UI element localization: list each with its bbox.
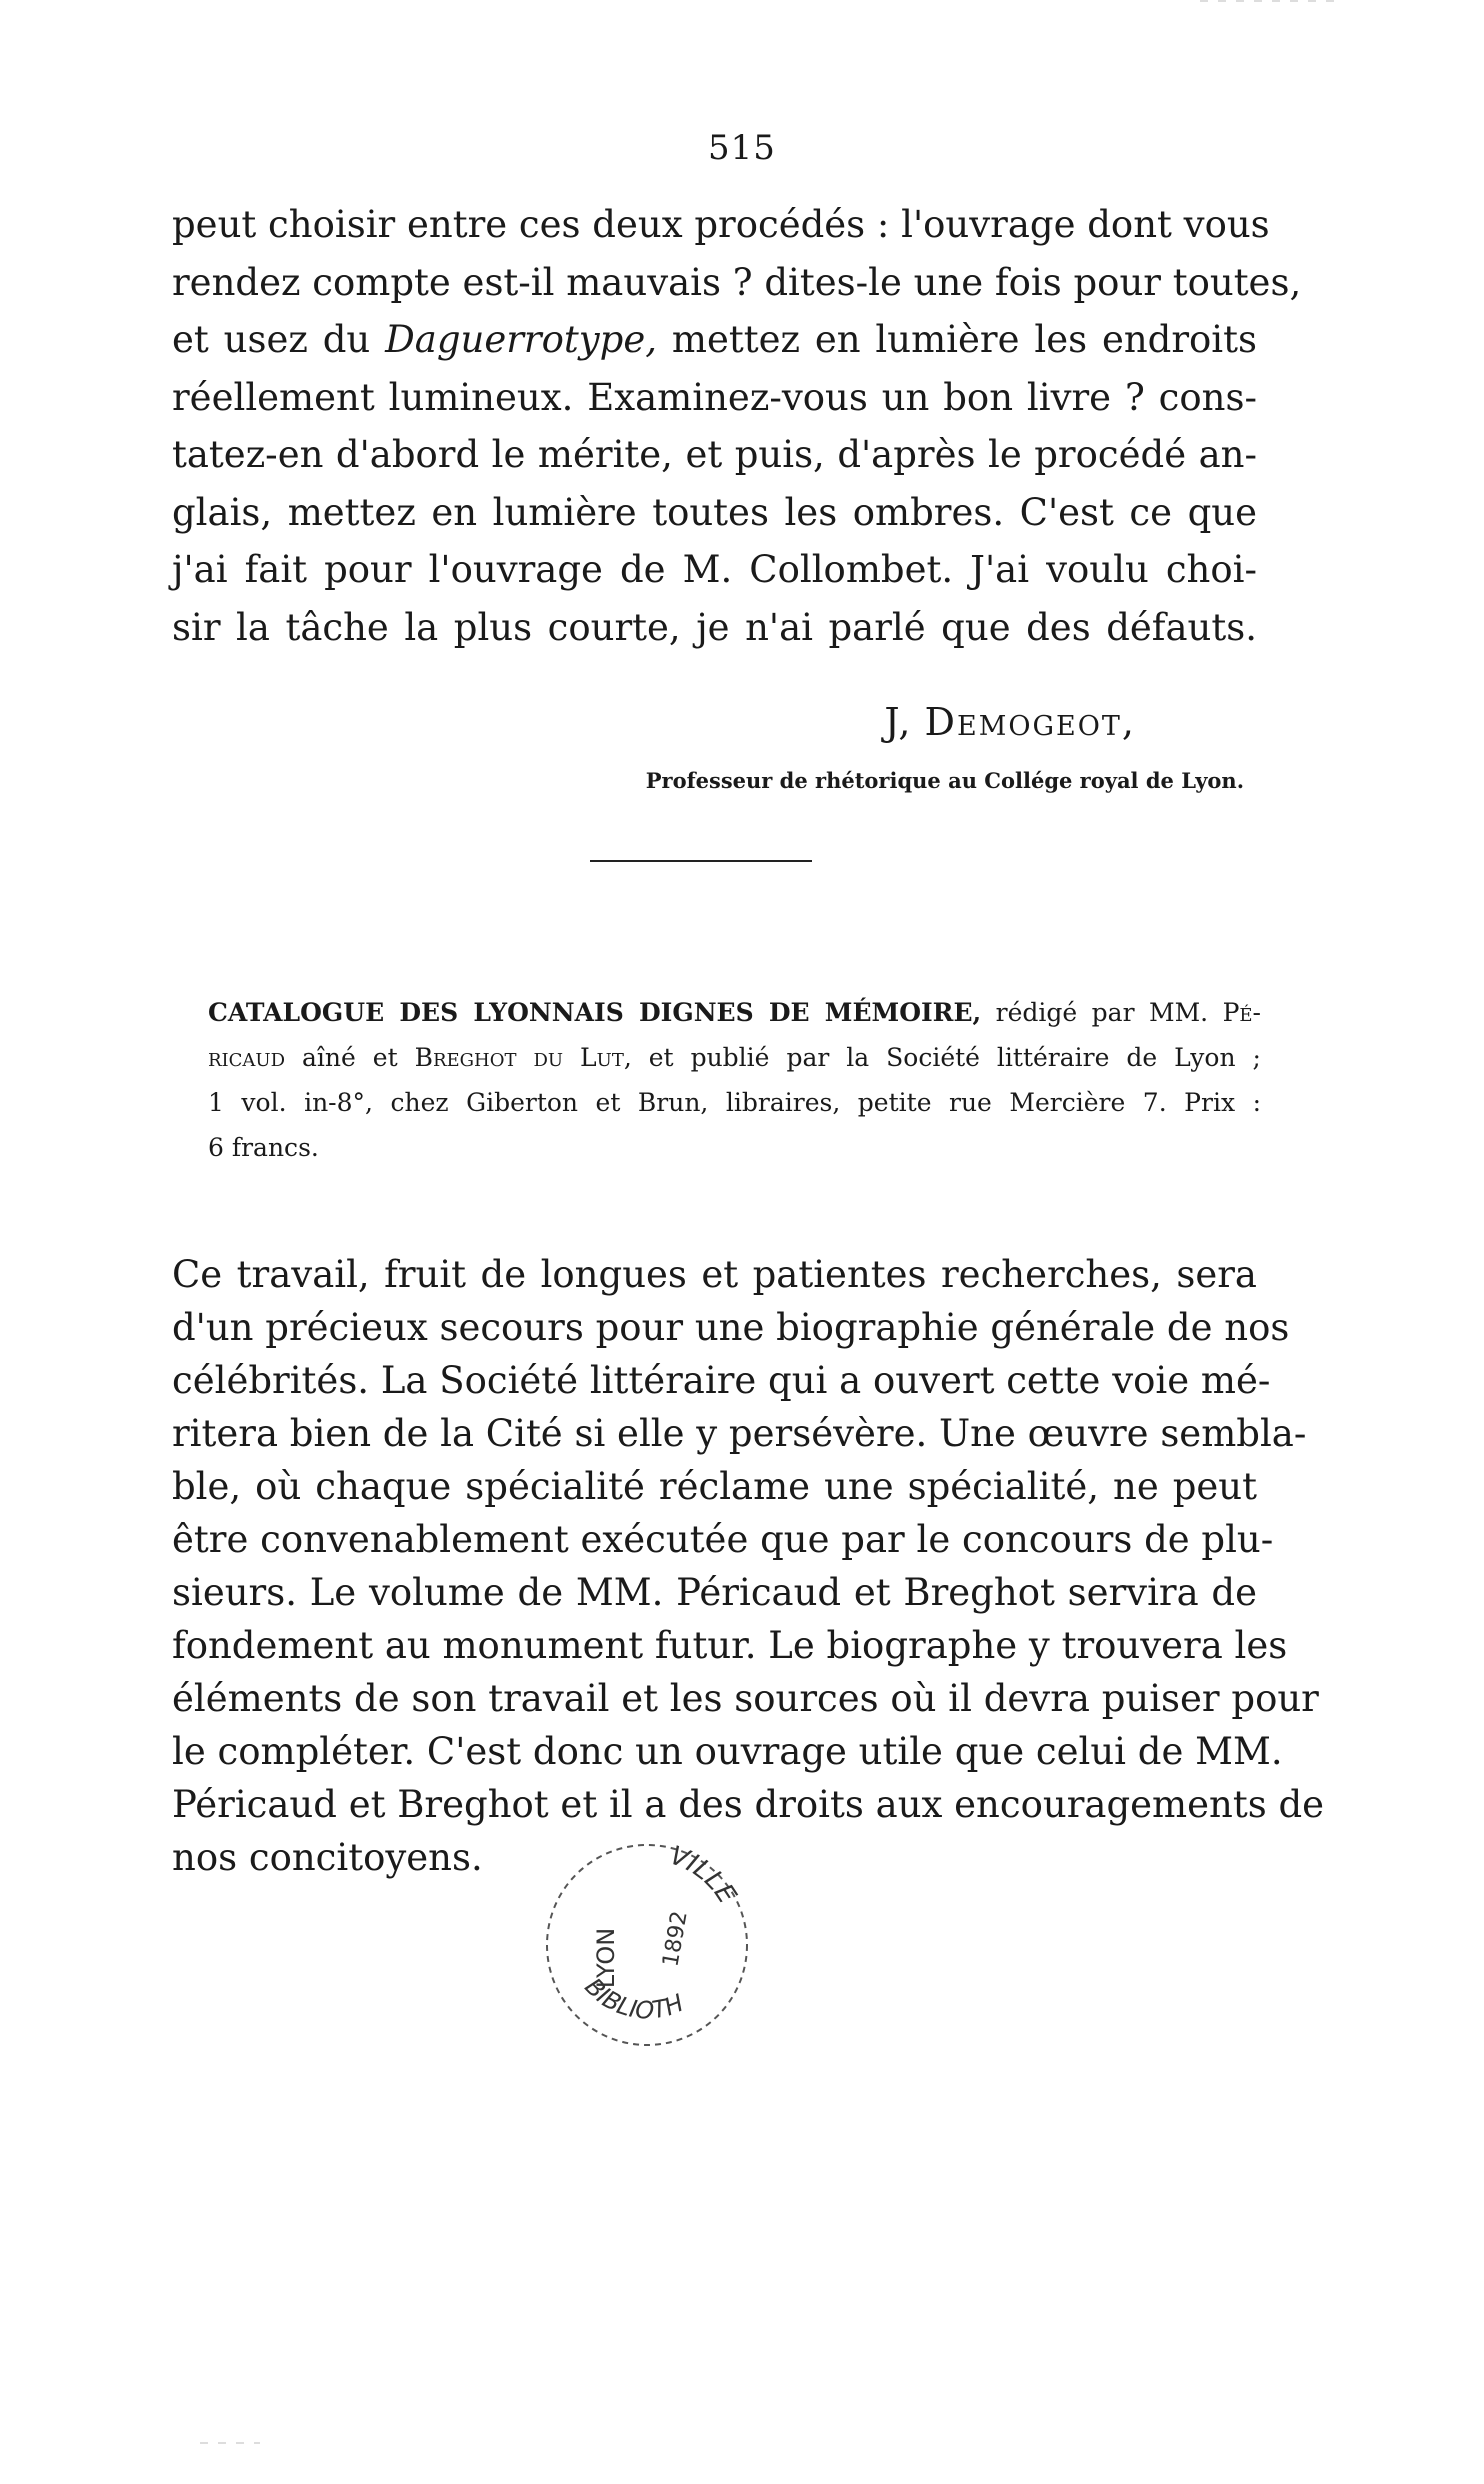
text-line: sieurs. Le volume de MM. Péricaud et Breghot servira de: [172, 1571, 1257, 1614]
text-segment: rédigé par MM.: [981, 998, 1223, 1027]
stamp-top-text: VILLE: [665, 1840, 742, 1910]
text-line: ritera bien de la Cité si elle y persévère. Une œuvre sembla-: [172, 1412, 1307, 1455]
text-line: être convenablement exécutée que par le concours de plu-: [172, 1518, 1274, 1561]
catalog-entry: [208, 990, 1261, 1170]
text-line: célébrités. La Société littéraire qui a ouvert cette voie mé-: [172, 1359, 1271, 1402]
text-line: nos concitoyens.: [172, 1836, 483, 1879]
text-line: [208, 1035, 1261, 1080]
author-name: Pé-: [1222, 998, 1261, 1027]
stamp-bottom-text: BIBLIOTH: [579, 1972, 688, 2025]
text-line: d'un précieux secours pour une biographie générale de nos: [172, 1306, 1290, 1349]
author-name: Breghot du Lut: [414, 1043, 624, 1072]
signature-name: Demogeot,: [924, 700, 1136, 744]
catalog-title: CATALOGUE DES LYONNAIS DIGNES DE MÉMOIRE,: [208, 998, 982, 1027]
text-line: réellement lumineux. Examinez-vous un bon livre ? cons-: [172, 375, 1257, 419]
text-line: Péricaud et Breghot et il a des droits aux encouragements de: [172, 1783, 1325, 1826]
page-number: 515: [708, 128, 776, 168]
text-line: [172, 311, 1257, 369]
author-name: ricaud: [208, 1043, 286, 1072]
svg-text:BIBLIOTH: [579, 1973, 687, 2025]
stamp-year: 1892: [658, 1909, 693, 1969]
italic-term: Daguerrotype,: [385, 318, 657, 361]
text-line: [208, 990, 1261, 1035]
svg-text:VILLE: [666, 1841, 742, 1910]
text-line: sir la tâche la plus courte, je n'ai parlé que des défauts.: [172, 605, 1257, 649]
text-line: j'ai fait pour l'ouvrage de M. Collombet. J'ai voulu choi-: [172, 548, 1257, 591]
text-line: ble, où chaque spécialité réclame une spécialité, ne peut: [172, 1465, 1257, 1508]
text-line: 6 francs.: [208, 1133, 319, 1162]
text-segment: , et publié par la Société littéraire de Lyon ;: [623, 1043, 1261, 1072]
text-line: fondement au monument futur. Le biographe y trouvera les: [172, 1624, 1288, 1667]
author-affiliation: Professeur de rhétorique au Collége royal de Lyon.: [645, 768, 1244, 793]
text-segment: et usez du: [172, 318, 386, 361]
text-line: le compléter. C'est donc un ouvrage utile que celui de MM.: [172, 1730, 1283, 1773]
text-segment: aîné et: [285, 1043, 415, 1072]
library-stamp-icon: [532, 1830, 762, 2060]
text-line: 1 vol. in-8°, chez Giberton et Brun, libraires, petite rue Mercière 7. Prix :: [208, 1088, 1261, 1117]
text-line: peut choisir entre ces deux procédés : l'ouvrage dont vous: [172, 203, 1270, 246]
section-divider: [590, 860, 812, 862]
text-line: tatez-en d'abord le mérite, et puis, d'après le procédé an-: [172, 433, 1257, 476]
author-signature: [884, 700, 1136, 744]
signature-initial: J,: [884, 700, 912, 744]
paragraph-critique: [172, 196, 1302, 656]
text-line: éléments de son travail et les sources où il devra puiser pour: [172, 1677, 1319, 1720]
text-line: glais, mettez en lumière toutes les ombres. C'est ce que: [172, 490, 1257, 534]
text-line: Ce travail, fruit de longues et patientes recherches, sera: [172, 1253, 1257, 1296]
scan-edge-mark-icon: [200, 2442, 260, 2444]
text-segment: mettez en lumière les endroits: [657, 318, 1258, 361]
scan-edge-mark-icon: [1200, 0, 1340, 2]
paragraph-review: [172, 1248, 1325, 1884]
stamp-center-text: LYON: [592, 1927, 620, 1989]
text-line: rendez compte est-il mauvais ? dites-le une fois pour toutes,: [172, 260, 1302, 304]
